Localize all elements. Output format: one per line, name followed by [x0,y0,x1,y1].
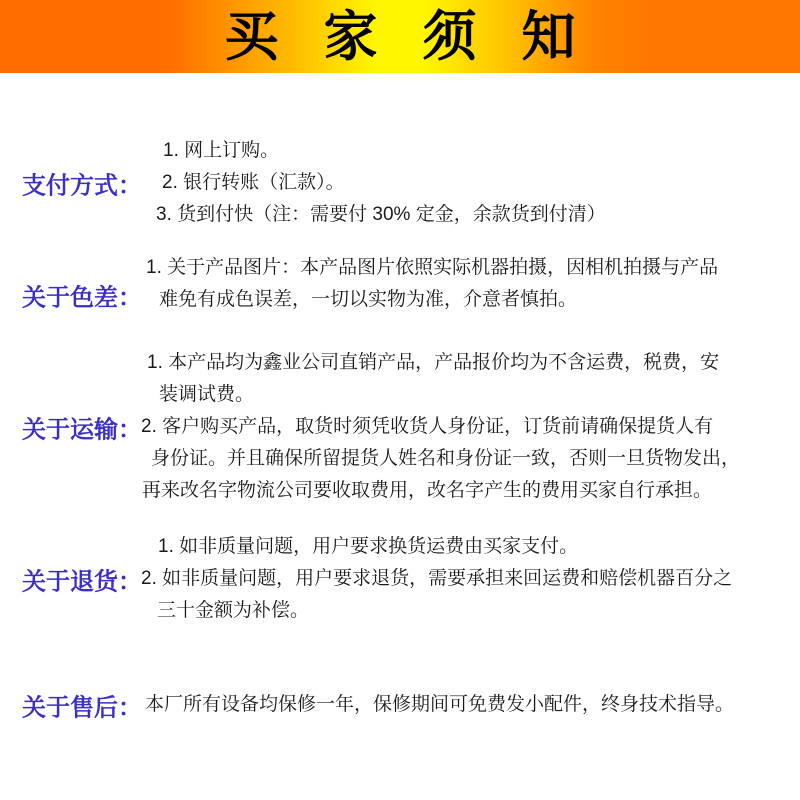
section-returns [0,531,800,627]
section-label-after-sales: 关于售后： [22,694,142,722]
notice-body [0,135,800,721]
shipping-line-2: 装调试费。 [159,384,255,405]
banner [0,0,800,73]
page-title-text: 买家须知 [224,6,621,67]
color-difference-line-1: 1. 关于产品图片：本产品图片依照实际机器拍摄，因相机拍摄与产品 [146,257,719,278]
section-payment [0,135,800,231]
page-title [224,6,621,67]
shipping-line-4: 身份证。并且确保所留提货人姓名和身份证一致，否则一旦货物发出， [151,448,741,469]
section-shipping [0,347,800,507]
shipping-line-1: 1. 本产品均为鑫业公司直销产品，产品报价均为不含运费，税费，安 [147,352,720,373]
payment-line-2: 2. 银行转账（汇款）。 [162,172,345,193]
section-label-payment: 支付方式： [22,172,142,200]
section-label-returns: 关于退货： [22,568,142,596]
returns-line-3: 三十金额为补偿。 [157,600,310,621]
section-label-shipping: 关于运输： [22,416,142,444]
color-difference-line-2: 难免有成色误差，一切以实物为准，介意者慎拍。 [159,289,578,310]
section-label-color-difference: 关于色差： [22,284,142,312]
returns-line-1: 1. 如非质量问题，用户要求换货运费由买家支付。 [158,536,579,557]
returns-line-2: 2. 如非质量问题，用户要求退货，需要承担来回运费和赔偿机器百分之 [141,568,733,589]
after-sales-line-1: 本厂所有设备均保修一年，保修期间可免费发小配件，终身技术指导。 [145,694,735,715]
section-color-difference [0,252,800,316]
shipping-line-3: 2. 客户购买产品，取货时须凭收货人身份证，订货前请确保提货人有 [141,416,714,437]
section-after-sales [0,689,800,721]
shipping-line-5: 再来改名字物流公司要收取费用，改名字产生的费用买家自行承担。 [142,480,713,501]
payment-line-3: 3. 货到付快（注：需要付 30% 定金，余款货到付清） [156,204,606,225]
payment-line-1: 1. 网上订购。 [163,140,280,161]
